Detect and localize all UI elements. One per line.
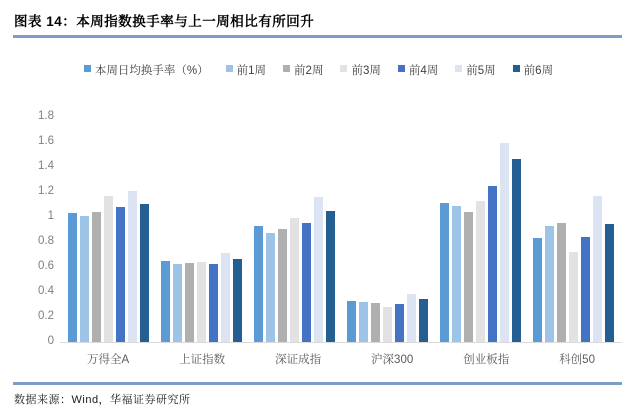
legend-item-4: [398, 62, 438, 78]
bar: [278, 229, 287, 342]
chart-legend: [0, 62, 637, 78]
x-category-label: 沪深300: [371, 354, 414, 366]
bar: [80, 216, 89, 342]
x-category-label: 上证指数: [179, 354, 226, 366]
bar: [68, 213, 77, 342]
x-category-label: 创业板指: [463, 354, 510, 366]
y-tick-label: 1: [47, 210, 54, 222]
y-tick-label: 1.2: [38, 185, 54, 197]
bar: [221, 253, 230, 342]
bar: [161, 261, 170, 342]
legend-item-1: [226, 62, 266, 78]
bar: [173, 264, 182, 342]
legend-swatch-icon: [398, 65, 405, 72]
bar: [395, 304, 404, 342]
legend-swatch-icon: [340, 65, 347, 72]
bar-group-5: [533, 196, 614, 342]
legend-label: 前1周: [236, 65, 267, 77]
x-category-label: 万得全A: [86, 354, 130, 366]
legend-item-5: [455, 62, 495, 78]
bar: [314, 197, 323, 342]
bar-group-0: [68, 191, 149, 342]
bar: [533, 238, 542, 342]
bar-group-1: [161, 253, 242, 342]
y-tick-label: 1.4: [38, 160, 54, 172]
bar: [128, 191, 137, 342]
bar: [185, 263, 194, 342]
legend-swatch-icon: [455, 65, 462, 72]
legend-item-0: [84, 62, 209, 78]
legend-swatch-icon: [226, 65, 233, 72]
bar: [476, 201, 485, 342]
bar: [140, 204, 149, 342]
footer-divider: [13, 382, 622, 385]
bar: [383, 307, 392, 342]
bar: [302, 223, 311, 342]
x-axis-labels: [62, 351, 620, 367]
legend-item-2: [283, 62, 323, 78]
bar: [116, 207, 125, 342]
bar: [254, 226, 263, 342]
bar: [452, 206, 461, 342]
y-tick-label: 1.6: [38, 135, 54, 147]
figure-title: 图表 14：本周指数换手率与上一周相比有所回升: [14, 14, 315, 29]
legend-label: 前5周: [466, 65, 496, 77]
bar: [419, 299, 428, 342]
bar: [104, 196, 113, 342]
bar: [500, 143, 509, 342]
bar: [266, 233, 275, 342]
bar: [545, 226, 554, 342]
bar: [359, 302, 368, 342]
data-source: 数据来源：Wind，华福证券研究所: [14, 394, 191, 406]
legend-item-3: [340, 62, 380, 78]
legend-label: 本周日均换手率（%）: [94, 65, 209, 77]
bar-group-3: [347, 294, 428, 342]
bar: [407, 294, 416, 342]
bar: [605, 224, 614, 342]
y-tick-label: 0.8: [38, 235, 54, 247]
x-axis-line: [60, 342, 622, 343]
legend-label: 前6周: [523, 65, 554, 77]
bar: [464, 212, 473, 342]
legend-item-6: [513, 62, 553, 78]
bar: [557, 223, 566, 342]
legend-swatch-icon: [513, 65, 520, 72]
bar: [209, 264, 218, 342]
bar-group-4: [440, 143, 521, 342]
y-tick-label: 1.8: [38, 110, 54, 122]
bar: [371, 303, 380, 342]
bar: [488, 186, 497, 342]
bar: [326, 211, 335, 342]
bar: [581, 237, 590, 342]
bar: [593, 196, 602, 342]
legend-label: 前4周: [408, 65, 439, 77]
x-category-label: 深证成指: [275, 354, 322, 366]
y-tick-label: 0.6: [38, 260, 54, 272]
bar: [92, 212, 101, 342]
plot-area: [62, 117, 620, 342]
bar: [347, 301, 356, 342]
legend-label: 前2周: [294, 65, 324, 77]
bar: [440, 203, 449, 342]
bar: [569, 252, 578, 342]
bar-group-2: [254, 197, 335, 342]
legend-swatch-icon: [283, 65, 290, 72]
bar: [290, 218, 299, 342]
legend-label: 前3周: [351, 65, 381, 77]
y-tick-label: 0: [47, 335, 54, 347]
legend-swatch-icon: [84, 65, 91, 72]
bar: [197, 262, 206, 342]
title-divider: [13, 35, 622, 38]
x-category-label: 科创50: [559, 354, 595, 366]
bar: [512, 159, 521, 342]
bar: [233, 259, 242, 342]
y-tick-label: 0.2: [38, 310, 54, 322]
y-tick-label: 0.4: [38, 285, 54, 297]
